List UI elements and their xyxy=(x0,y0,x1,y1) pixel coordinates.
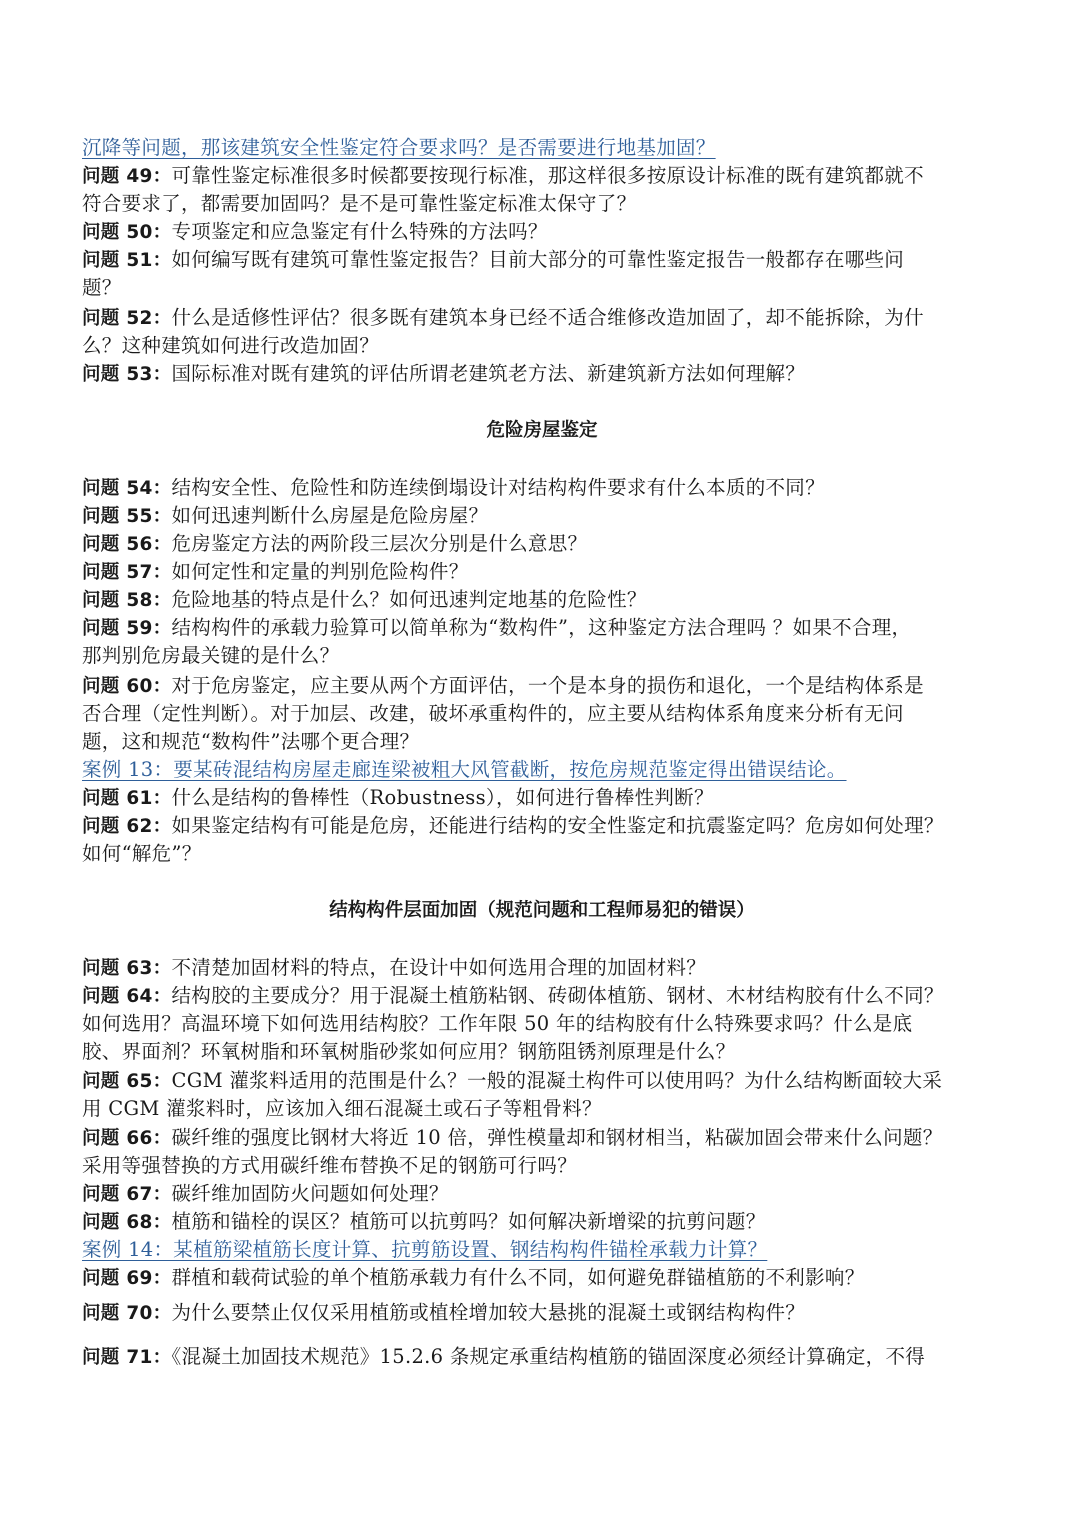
question-text: 什么是适修性评估？很多既有建筑本身已经不适合维修改造加固了，却不能拆除，为什 xyxy=(171,306,924,329)
question-label: 问题 58： xyxy=(82,590,172,611)
continuation-line: 否合理（定性判断）。对于加层、改建，破坏承重构件的，应主要从结构体系角度来分析有无问 xyxy=(82,702,904,725)
question-line xyxy=(82,672,1002,701)
question-label: 问题 62： xyxy=(82,816,172,837)
question-label: 问题 59： xyxy=(82,618,172,639)
question-text: 群植和载荷试验的单个植筋承载力有什么不同，如何避免群锚植筋的不利影响？ xyxy=(171,1266,865,1289)
question-line xyxy=(82,1180,1002,1209)
question-text: 危险地基的特点是什么？如何迅速判定地基的危险性？ xyxy=(171,588,647,611)
question-label: 问题 64： xyxy=(82,986,172,1007)
continuation-line: 题？ xyxy=(82,276,122,299)
section-heading: 危险房屋鉴定 xyxy=(486,420,598,441)
question-label: 问题 71： xyxy=(82,1347,172,1368)
question-label: 问题 50： xyxy=(82,222,172,243)
question-line xyxy=(82,812,1002,841)
question-label: 问题 49： xyxy=(82,166,172,187)
question-line xyxy=(82,360,1002,389)
case-link-text[interactable]: 案例 13：要某砖混结构房屋走廊连梁被粗大风管截断，按危房规范鉴定得出错误结论。 xyxy=(82,758,847,781)
continuation-line: 如何“解危”？ xyxy=(82,842,202,865)
question-text: 什么是结构的鲁棒性（Robustness），如何进行鲁棒性判断？ xyxy=(171,786,714,809)
question-text: 可靠性鉴定标准很多时候都要按现行标准，那这样很多按原设计标准的既有建筑都就不 xyxy=(171,164,924,187)
question-label: 问题 56： xyxy=(82,534,172,555)
question-label: 问题 67： xyxy=(82,1184,172,1205)
question-line xyxy=(82,474,1002,503)
case-link-text[interactable]: 案例 14：某植筋梁植筋长度计算、抗剪筋设置、钢结构构件锚栓承载力计算？ xyxy=(82,1238,768,1261)
continuation-line: 用 CGM 灌浆料时，应该加入细石混凝土或石子等粗骨料？ xyxy=(82,1097,602,1120)
question-text: 结构安全性、危险性和防连续倒塌设计对结构构件要求有什么本质的不同？ xyxy=(171,476,825,499)
question-line xyxy=(82,1124,1002,1153)
question-label: 问题 68： xyxy=(82,1212,172,1233)
question-text: 结构构件的承载力验算可以简单称为“数构件”，这种鉴定方法合理吗 ？如果不合理， xyxy=(171,616,912,639)
question-line xyxy=(82,1343,1002,1372)
question-text: CGM 灌浆料适用的范围是什么？一般的混凝土构件可以使用吗？为什么结构断面较大采 xyxy=(171,1069,943,1092)
question-text: 如果鉴定结构有可能是危房，还能进行结构的安全性鉴定和抗震鉴定吗？危房如何处理？ xyxy=(171,814,944,837)
continuation-line: 那判别危房最关键的是什么？ xyxy=(82,644,340,667)
question-text: 对于危房鉴定，应主要从两个方面评估，一个是本身的损伤和退化，一个是结构体系是 xyxy=(171,674,924,697)
question-text: 如何定性和定量的判别危险构件？ xyxy=(171,560,469,583)
continuation-line: 题，这和规范“数构件”法哪个更合理？ xyxy=(82,730,420,753)
question-line xyxy=(82,558,1002,587)
question-label: 问题 61： xyxy=(82,788,172,809)
question-line xyxy=(82,982,1002,1011)
question-text: 为什么要禁止仅仅采用植筋或植栓增加较大悬挑的混凝土或钢结构构件？ xyxy=(171,1301,806,1324)
question-line xyxy=(82,530,1002,559)
question-line xyxy=(82,1264,1002,1293)
question-text: 专项鉴定和应急鉴定有什么特殊的方法吗？ xyxy=(171,220,548,243)
case-link xyxy=(82,756,1002,784)
continuation-line: 符合要求了，都需要加固吗？是不是可靠性鉴定标准太保守了？ xyxy=(82,192,637,215)
question-label: 问题 60： xyxy=(82,676,172,697)
question-label: 问题 53： xyxy=(82,364,172,385)
case-link-text[interactable]: 沉降等问题，那该建筑安全性鉴定符合要求吗？是否需要进行地基加固？ xyxy=(82,136,716,159)
question-line xyxy=(82,1067,1002,1096)
case-link xyxy=(82,1236,1002,1264)
question-line xyxy=(82,586,1002,615)
question-line xyxy=(82,218,1002,247)
question-label: 问题 51： xyxy=(82,250,172,271)
question-line xyxy=(82,304,1002,333)
question-label: 问题 65： xyxy=(82,1071,172,1092)
question-line xyxy=(82,502,1002,531)
question-text: 危房鉴定方法的两阶段三层次分别是什么意思？ xyxy=(171,532,588,555)
question-text: 碳纤维加固防火问题如何处理？ xyxy=(171,1182,449,1205)
question-text: 国际标准对既有建筑的评估所谓老建筑老方法、新建筑新方法如何理解？ xyxy=(171,362,806,385)
continuation-line: 采用等强替换的方式用碳纤维布替换不足的钢筋可行吗？ xyxy=(82,1154,578,1177)
question-text: 如何编写既有建筑可靠性鉴定报告？目前大部分的可靠性鉴定报告一般都存在哪些问 xyxy=(171,248,905,271)
question-text: 如何迅速判断什么房屋是危险房屋？ xyxy=(171,504,489,527)
question-text: 《混凝土加固技术规范》15.2.6 条规定承重结构植筋的锚固深度必须经计算确定，不得 xyxy=(171,1345,926,1368)
question-text: 结构胶的主要成分？用于混凝土植筋粘钢、砖砌体植筋、钢材、木材结构胶有什么不同？ xyxy=(171,984,944,1007)
question-line xyxy=(82,246,1002,275)
question-label: 问题 57： xyxy=(82,562,172,583)
question-label: 问题 66： xyxy=(82,1128,172,1149)
continuation-line: 么？这种建筑如何进行改造加固？ xyxy=(82,334,380,357)
section-heading: 结构构件层面加固（规范问题和工程师易犯的错误） xyxy=(329,900,755,921)
question-text: 碳纤维的强度比钢材大将近 10 倍，弹性模量却和钢材相当，粘碳加固会带来什么问题？ xyxy=(171,1126,943,1149)
question-line xyxy=(82,784,1002,813)
question-line xyxy=(82,1208,1002,1237)
question-line xyxy=(82,162,1002,191)
continuation-line: 如何选用？高温环境下如何选用结构胶？工作年限 50 年的结构胶有什么特殊要求吗？什么是底 xyxy=(82,1012,913,1035)
question-text: 不清楚加固材料的特点，在设计中如何选用合理的加固材料？ xyxy=(171,956,707,979)
question-line xyxy=(82,614,1002,643)
question-label: 问题 69： xyxy=(82,1268,172,1289)
case-link xyxy=(82,134,1002,162)
question-text: 植筋和锚栓的误区？植筋可以抗剪吗？如何解决新增梁的抗剪问题？ xyxy=(171,1210,766,1233)
question-label: 问题 52： xyxy=(82,308,172,329)
question-line xyxy=(82,1299,1002,1328)
question-label: 问题 63： xyxy=(82,958,172,979)
question-label: 问题 55： xyxy=(82,506,172,527)
question-line xyxy=(82,954,1002,983)
continuation-line: 胶、界面剂？环氧树脂和环氧树脂砂浆如何应用？钢筋阻锈剂原理是什么？ xyxy=(82,1040,736,1063)
question-label: 问题 54： xyxy=(82,478,172,499)
question-label: 问题 70： xyxy=(82,1303,172,1324)
